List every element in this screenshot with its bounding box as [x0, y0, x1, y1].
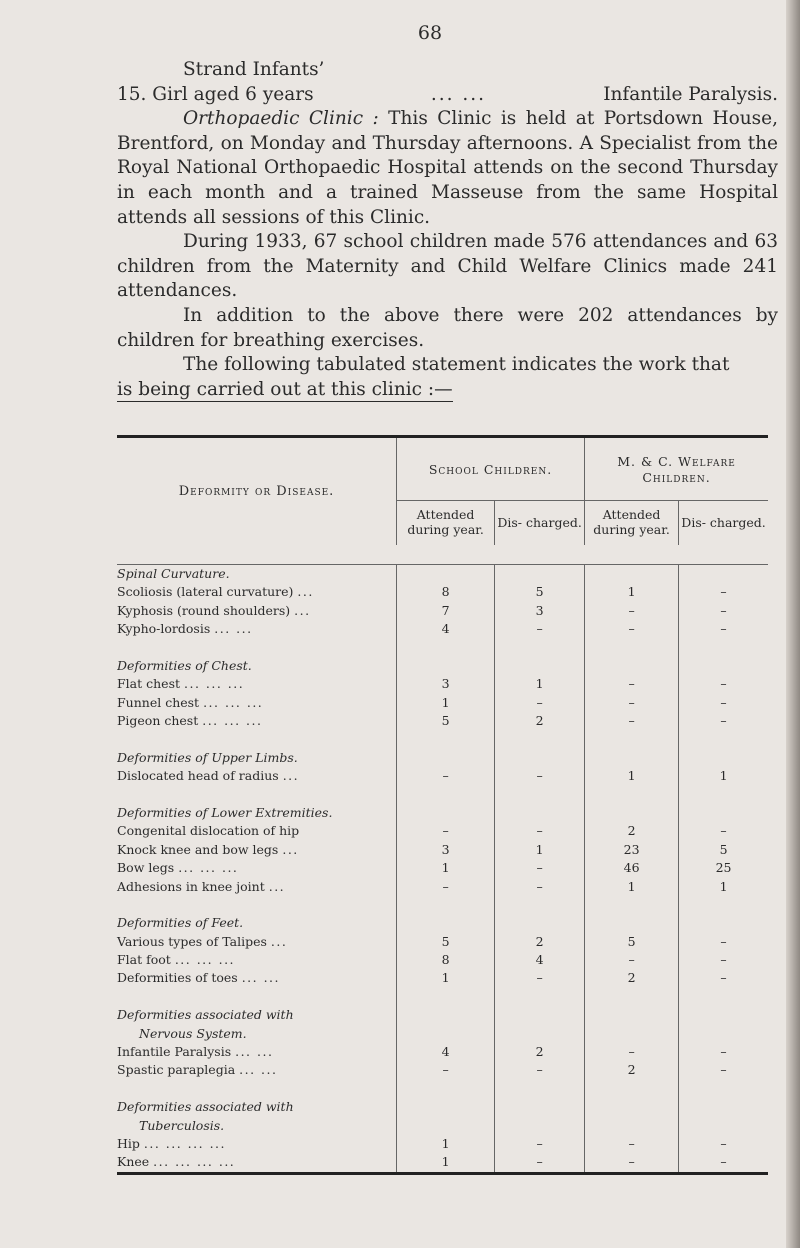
row-leader-dots: ... ... ...	[178, 860, 239, 876]
school-attended-value: –	[397, 767, 495, 785]
empty-cell	[495, 896, 585, 914]
breathing-paragraph: In addition to the above there were 202 attendances by children for breathing exercises.	[117, 304, 778, 351]
empty-cell	[397, 914, 495, 932]
empty-cell	[397, 1117, 495, 1135]
gap-cell	[117, 638, 397, 656]
row-label	[117, 1135, 397, 1153]
empty-cell	[495, 804, 585, 822]
row-label	[117, 675, 397, 693]
section-title-continued: Nervous System.	[139, 1025, 247, 1041]
table-row	[117, 1135, 768, 1153]
row-leader-dots: ... ... ... ...	[153, 1154, 236, 1170]
table-row	[117, 841, 768, 859]
mc-attended-value: –	[585, 675, 679, 693]
row-label-text: Funnel chest	[117, 694, 200, 710]
empty-cell	[397, 804, 495, 822]
table-row	[117, 933, 768, 951]
table-row	[117, 951, 768, 969]
row-label	[117, 841, 397, 859]
row-leader-dots: ...	[294, 602, 311, 618]
mc-attended-value: 2	[585, 822, 679, 840]
empty-cell	[679, 785, 768, 803]
row-label-text: Knee	[117, 1154, 150, 1170]
case-heading: Strand Infants’	[183, 59, 325, 80]
empty-cell	[585, 785, 679, 803]
mc-discharged-value: –	[679, 1043, 768, 1061]
school-attended-value: 4	[397, 1043, 495, 1061]
header-school-attended: Attended during year.	[407, 507, 484, 538]
gap-cell	[117, 730, 397, 748]
empty-cell	[679, 914, 768, 932]
row-label	[117, 951, 397, 969]
row-label-text: Infantile Paralysis	[117, 1044, 232, 1060]
mc-attended-value: –	[585, 602, 679, 620]
row-label	[117, 602, 397, 620]
row-label-text: Spastic paraplegia	[117, 1062, 236, 1078]
mc-discharged-value: –	[679, 1135, 768, 1153]
school-attended-value: 1	[397, 969, 495, 987]
gap-cell	[117, 988, 397, 1006]
mc-discharged-value: –	[679, 602, 768, 620]
row-leader-dots: ...	[297, 584, 314, 600]
mc-attended-value: 2	[585, 969, 679, 987]
mc-attended-value: –	[585, 620, 679, 638]
table-row	[117, 859, 768, 877]
row-label	[117, 767, 397, 785]
mc-attended-value: –	[585, 712, 679, 730]
orthopaedic-label: Orthopaedic Clinic :	[183, 108, 379, 130]
school-attended-value: 4	[397, 620, 495, 638]
table-row	[117, 675, 768, 693]
school-discharged-value: –	[495, 767, 585, 785]
section-title: Deformities of Chest.	[117, 657, 252, 673]
case-right: Infantile Paralysis.	[603, 83, 778, 105]
row-label	[117, 859, 397, 877]
page-edge-shadow	[786, 0, 800, 1248]
gap-cell	[117, 896, 397, 914]
school-attended-value: 5	[397, 933, 495, 951]
row-label-text: Congenital dislocation of hip	[117, 823, 300, 839]
school-discharged-value: 4	[495, 951, 585, 969]
section-gap	[117, 785, 768, 803]
empty-cell	[397, 988, 495, 1006]
empty-cell	[397, 785, 495, 803]
section-title: Spinal Curvature.	[117, 565, 230, 581]
row-label-text: Kypho-lordosis	[117, 621, 211, 637]
mc-discharged-value: –	[679, 951, 768, 969]
gap-cell	[117, 785, 397, 803]
section-title-row	[117, 804, 768, 822]
empty-cell	[679, 730, 768, 748]
empty-cell	[495, 988, 585, 1006]
empty-cell	[585, 1006, 679, 1024]
empty-cell	[495, 785, 585, 803]
empty-cell	[585, 564, 679, 583]
row-leader-dots: ... ... ...	[174, 952, 236, 968]
table-row	[117, 583, 768, 601]
empty-cell	[397, 1025, 495, 1043]
school-discharged-value: –	[495, 694, 585, 712]
empty-cell	[397, 1098, 495, 1116]
row-leader-dots: ...	[270, 933, 288, 949]
empty-cell	[679, 1025, 768, 1043]
empty-cell	[585, 1080, 679, 1098]
row-leader-dots: ... ... ... ...	[143, 1136, 226, 1151]
row-label	[117, 712, 397, 730]
mc-attended-value: –	[585, 951, 679, 969]
row-leader-dots: ... ...	[235, 1044, 274, 1060]
mc-discharged-value: –	[679, 1153, 768, 1173]
empty-cell	[679, 1080, 768, 1098]
empty-cell	[495, 1080, 585, 1098]
mc-attended-value: 1	[585, 583, 679, 601]
mc-discharged-value: –	[679, 583, 768, 601]
table-row	[117, 1043, 768, 1061]
following-line-2-text: is being carried out at this clinic :—	[117, 378, 453, 400]
empty-cell	[495, 1117, 585, 1135]
school-discharged-value: 1	[495, 841, 585, 859]
empty-cell	[397, 749, 495, 767]
mc-attended-value: 5	[585, 933, 679, 951]
row-leader-dots: ... ...	[239, 1062, 278, 1078]
mc-discharged-value: –	[679, 1061, 768, 1079]
empty-cell	[495, 657, 585, 675]
section-title-continued: Tuberculosis.	[139, 1117, 225, 1133]
mc-attended-value: 23	[585, 841, 679, 859]
row-label-text: Flat chest	[117, 676, 181, 692]
school-attended-value: –	[397, 822, 495, 840]
empty-cell	[585, 730, 679, 748]
mc-attended-value: –	[585, 1135, 679, 1153]
header-mc-welfare-children: M. & C. Welfare Children.	[585, 437, 768, 501]
row-label-text: Bow legs	[117, 860, 175, 876]
section-gap	[117, 988, 768, 1006]
row-label-text: Various types of Talipes	[117, 933, 267, 949]
section-title-row	[117, 564, 768, 583]
school-attended-value: 3	[397, 675, 495, 693]
section-title-row	[117, 1025, 768, 1043]
section-title: Deformities of Feet.	[117, 915, 244, 931]
table-row	[117, 694, 768, 712]
table-body	[117, 564, 768, 1173]
following-line-2	[117, 378, 778, 403]
section-title-row	[117, 1098, 768, 1116]
empty-cell	[585, 1098, 679, 1116]
school-attended-value: 1	[397, 1135, 495, 1153]
row-label	[117, 694, 397, 712]
school-attended-value: –	[397, 1061, 495, 1079]
row-label	[117, 877, 397, 895]
section-title-row	[117, 914, 768, 932]
mc-discharged-value: 1	[679, 877, 768, 895]
school-attended-value: 1	[397, 859, 495, 877]
row-label-text: Scoliosis (lateral curvature)	[117, 584, 294, 600]
section-title-row	[117, 1006, 768, 1024]
section-title: Deformities associated with	[117, 1099, 294, 1115]
empty-cell	[397, 1080, 495, 1098]
empty-cell	[679, 896, 768, 914]
row-leader-dots: ... ... ...	[202, 713, 263, 729]
row-leader-dots: ...	[282, 841, 299, 857]
case-dots: ... ...	[430, 83, 486, 105]
table-row	[117, 969, 768, 987]
mc-discharged-value: 1	[679, 767, 768, 785]
empty-cell	[397, 657, 495, 675]
case-left: 15. Girl aged 6 years	[117, 83, 314, 105]
row-label	[117, 1153, 397, 1173]
row-label	[117, 822, 397, 840]
empty-cell	[585, 1117, 679, 1135]
mc-attended-value: 2	[585, 1061, 679, 1079]
mc-discharged-value: –	[679, 620, 768, 638]
mc-attended-value: 1	[585, 767, 679, 785]
empty-cell	[397, 638, 495, 656]
empty-cell	[679, 749, 768, 767]
empty-cell	[397, 730, 495, 748]
row-label-text: Pigeon chest	[117, 713, 199, 729]
following-line-1: The following tabulated statement indicates the work that	[183, 354, 730, 376]
header-mc-attended: Attended during year.	[585, 501, 679, 546]
school-attended-value: 1	[397, 694, 495, 712]
empty-cell	[585, 896, 679, 914]
mc-discharged-value: 5	[679, 841, 768, 859]
mc-attended-value: –	[585, 1043, 679, 1061]
empty-cell	[495, 914, 585, 932]
empty-cell	[679, 657, 768, 675]
row-label-text: Adhesions in knee joint	[117, 878, 265, 894]
table-row	[117, 620, 768, 638]
row-label-text: Dislocated head of radius	[117, 768, 279, 784]
header-mc-discharged: Dis- charged.	[679, 501, 768, 546]
row-leader-dots: ... ...	[214, 621, 253, 637]
empty-cell	[679, 564, 768, 583]
mc-discharged-value: –	[679, 694, 768, 712]
empty-cell	[585, 749, 679, 767]
section-title: Deformities of Upper Limbs.	[117, 749, 298, 765]
empty-cell	[585, 638, 679, 656]
header-deformity: Deformity or Disease.	[117, 437, 397, 546]
school-discharged-value: –	[495, 1135, 585, 1153]
school-discharged-value: –	[495, 1153, 585, 1173]
mc-discharged-value: 25	[679, 859, 768, 877]
row-label-text: Deformities of toes	[117, 970, 238, 986]
orthopaedic-paragraph	[117, 107, 778, 230]
empty-cell	[397, 1006, 495, 1024]
row-label	[117, 1061, 397, 1079]
school-attended-value: –	[397, 877, 495, 895]
school-discharged-value: 2	[495, 1043, 585, 1061]
school-attended-value: 1	[397, 1153, 495, 1173]
empty-cell	[495, 564, 585, 583]
school-attended-value: 3	[397, 841, 495, 859]
empty-cell	[397, 896, 495, 914]
table-row	[117, 1153, 768, 1173]
school-discharged-value: 3	[495, 602, 585, 620]
school-discharged-value: 1	[495, 675, 585, 693]
empty-cell	[495, 1025, 585, 1043]
school-attended-value: 8	[397, 951, 495, 969]
table-row	[117, 877, 768, 895]
row-leader-dots: ...	[268, 878, 286, 894]
row-label	[117, 583, 397, 601]
empty-cell	[679, 638, 768, 656]
empty-cell	[585, 1025, 679, 1043]
section-title: Deformities of Lower Extremities.	[117, 804, 333, 820]
header-school-children: School Children.	[397, 437, 585, 501]
body-text	[117, 58, 778, 402]
school-discharged-value: 2	[495, 712, 585, 730]
empty-cell	[679, 1006, 768, 1024]
gap-cell	[117, 1080, 397, 1098]
row-leader-dots: ...	[282, 768, 300, 784]
section-gap	[117, 730, 768, 748]
section-gap	[117, 896, 768, 914]
mc-discharged-value: –	[679, 969, 768, 987]
mc-attended-value: –	[585, 1153, 679, 1173]
school-discharged-value: –	[495, 859, 585, 877]
empty-cell	[495, 730, 585, 748]
section-gap	[117, 1080, 768, 1098]
school-discharged-value: –	[495, 877, 585, 895]
empty-cell	[495, 638, 585, 656]
row-leader-dots: ... ... ...	[203, 694, 264, 710]
section-title: Deformities associated with	[117, 1007, 294, 1023]
section-title-row	[117, 749, 768, 767]
header-school-discharged: Dis- charged.	[495, 501, 585, 546]
mc-discharged-value: –	[679, 712, 768, 730]
empty-cell	[397, 564, 495, 583]
empty-cell	[679, 988, 768, 1006]
row-label	[117, 969, 397, 987]
row-leader-dots: ... ... ...	[184, 676, 245, 692]
table-row	[117, 1061, 768, 1079]
row-label-text: Kyphosis (round shoulders)	[117, 602, 291, 618]
row-label-text: Hip	[117, 1136, 140, 1151]
mc-attended-value: –	[585, 694, 679, 712]
section-title-row	[117, 1117, 768, 1135]
mc-discharged-value: –	[679, 675, 768, 693]
clinic-table	[117, 435, 768, 1175]
school-discharged-value: –	[495, 822, 585, 840]
empty-cell	[495, 1098, 585, 1116]
school-discharged-value: –	[495, 1061, 585, 1079]
empty-cell	[495, 749, 585, 767]
empty-cell	[585, 914, 679, 932]
empty-cell	[679, 1098, 768, 1116]
school-attended-value: 5	[397, 712, 495, 730]
school-discharged-value: –	[495, 620, 585, 638]
school-discharged-value: –	[495, 969, 585, 987]
mc-discharged-value: –	[679, 822, 768, 840]
row-label	[117, 620, 397, 638]
row-label	[117, 933, 397, 951]
empty-cell	[585, 657, 679, 675]
case-line	[117, 83, 778, 108]
empty-cell	[495, 1006, 585, 1024]
school-attended-value: 7	[397, 602, 495, 620]
row-label-text: Knock knee and bow legs	[117, 841, 279, 857]
page-number: 68	[417, 22, 443, 44]
orthopaedic-text: This Clinic is held at Portsdown House, Brentford, on Monday and Thursday afternoons. A Specialist from the Royal National Orthopaedic Hospital attends on the second Thursday in each month and a trained Masseuse from the same Hospital attends all sessions of this Clinic.	[117, 108, 778, 228]
empty-cell	[679, 1117, 768, 1135]
table-row	[117, 767, 768, 785]
row-label-text: Flat foot	[117, 952, 171, 968]
mc-attended-value: 46	[585, 859, 679, 877]
section-gap	[117, 638, 768, 656]
empty-cell	[585, 804, 679, 822]
school-attended-value: 8	[397, 583, 495, 601]
empty-cell	[585, 988, 679, 1006]
school-discharged-value: 5	[495, 583, 585, 601]
school-discharged-value: 2	[495, 933, 585, 951]
table-row	[117, 822, 768, 840]
section-title-row	[117, 657, 768, 675]
row-label	[117, 1043, 397, 1061]
mc-attended-value: 1	[585, 877, 679, 895]
mc-discharged-value: –	[679, 933, 768, 951]
table-row	[117, 602, 768, 620]
row-leader-dots: ... ...	[241, 970, 281, 986]
empty-cell	[679, 804, 768, 822]
attendances-paragraph: During 1933, 67 school children made 576 attendances and 63 children from the Maternity and Child Welfare Clinics made 241 attendances.	[117, 231, 778, 302]
table-row	[117, 712, 768, 730]
